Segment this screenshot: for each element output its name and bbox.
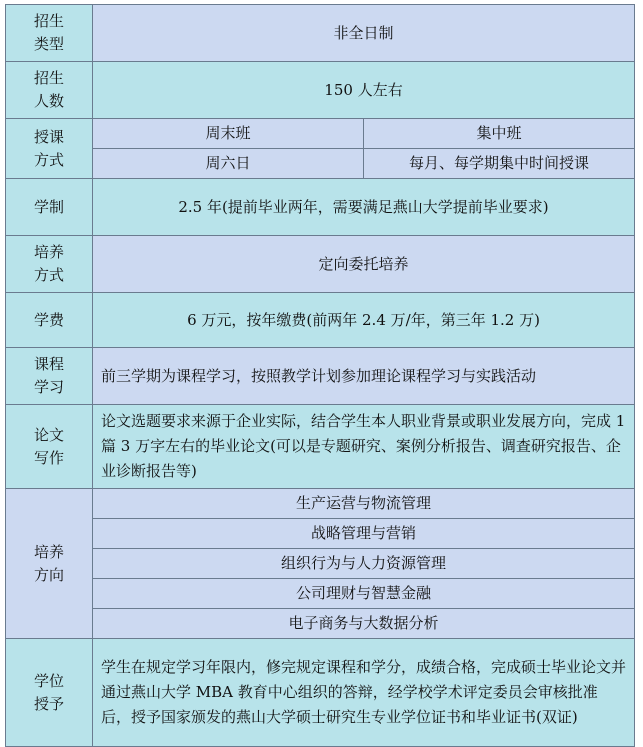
row-enroll-count (6, 62, 635, 119)
direction-item: 公司理财与智慧金融 (93, 579, 635, 609)
row-thesis (6, 405, 635, 489)
row-enroll-type (6, 5, 635, 62)
label-courses: 课程 学习 (6, 348, 93, 405)
label-degree: 学位 授予 (6, 639, 93, 747)
value-thesis: 论文选题要求来源于企业实际，结合学生本人职业背景或职业发展方向，完成 1 篇 3 万字左右的毕业论文(可以是专题研究、案例分析报告、调查研究报告、企业诊断报告等) (93, 405, 635, 489)
value-enroll-type: 非全日制 (93, 5, 635, 62)
row-duration (6, 179, 635, 236)
value-enroll-count: 150 人左右 (93, 62, 635, 119)
direction-item: 电子商务与大数据分析 (93, 609, 635, 639)
row-training-mode (6, 236, 635, 293)
weekend-class-header: 周末班 (93, 119, 364, 149)
row-direction-1 (6, 489, 635, 519)
value-tuition: 6 万元，按年缴费(前两年 2.4 万/年，第三年 1.2 万) (93, 293, 635, 348)
row-tuition (6, 293, 635, 348)
label-enroll-count: 招生 人数 (6, 62, 93, 119)
value-training-mode: 定向委托培养 (93, 236, 635, 293)
label-training-mode: 培养 方式 (6, 236, 93, 293)
value-duration: 2.5 年(提前毕业两年，需要满足燕山大学提前毕业要求) (93, 179, 635, 236)
label-teaching-mode: 授课 方式 (6, 119, 93, 179)
row-direction-4 (6, 579, 635, 609)
direction-item: 组织行为与人力资源管理 (93, 549, 635, 579)
value-degree: 学生在规定学习年限内，修完规定课程和学分，成绩合格，完成硕士毕业论文并通过燕山大学 MBA 教育中心组织的答辩，经学校学术评定委员会审核批准后，授予国家颁发的燕山大学硕士研究生专业学位证书和毕业证书(双证) (93, 639, 635, 747)
label-tuition: 学费 (6, 293, 93, 348)
label-thesis: 论文 写作 (6, 405, 93, 489)
intensive-schedule: 每月、每学期集中时间授课 (364, 149, 635, 179)
direction-item: 生产运营与物流管理 (93, 489, 635, 519)
row-direction-2 (6, 519, 635, 549)
intensive-class-header: 集中班 (364, 119, 635, 149)
program-info-table (5, 4, 635, 747)
row-teaching-mode-2 (6, 149, 635, 179)
row-degree (6, 639, 635, 747)
direction-item: 战略管理与营销 (93, 519, 635, 549)
row-courses (6, 348, 635, 405)
row-teaching-mode-1 (6, 119, 635, 149)
label-enroll-type: 招生 类型 (6, 5, 93, 62)
row-direction-5 (6, 609, 635, 639)
label-duration: 学制 (6, 179, 93, 236)
weekend-schedule: 周六日 (93, 149, 364, 179)
label-directions: 培养 方向 (6, 489, 93, 639)
value-courses: 前三学期为课程学习，按照教学计划参加理论课程学习与实践活动 (93, 348, 635, 405)
row-direction-3 (6, 549, 635, 579)
